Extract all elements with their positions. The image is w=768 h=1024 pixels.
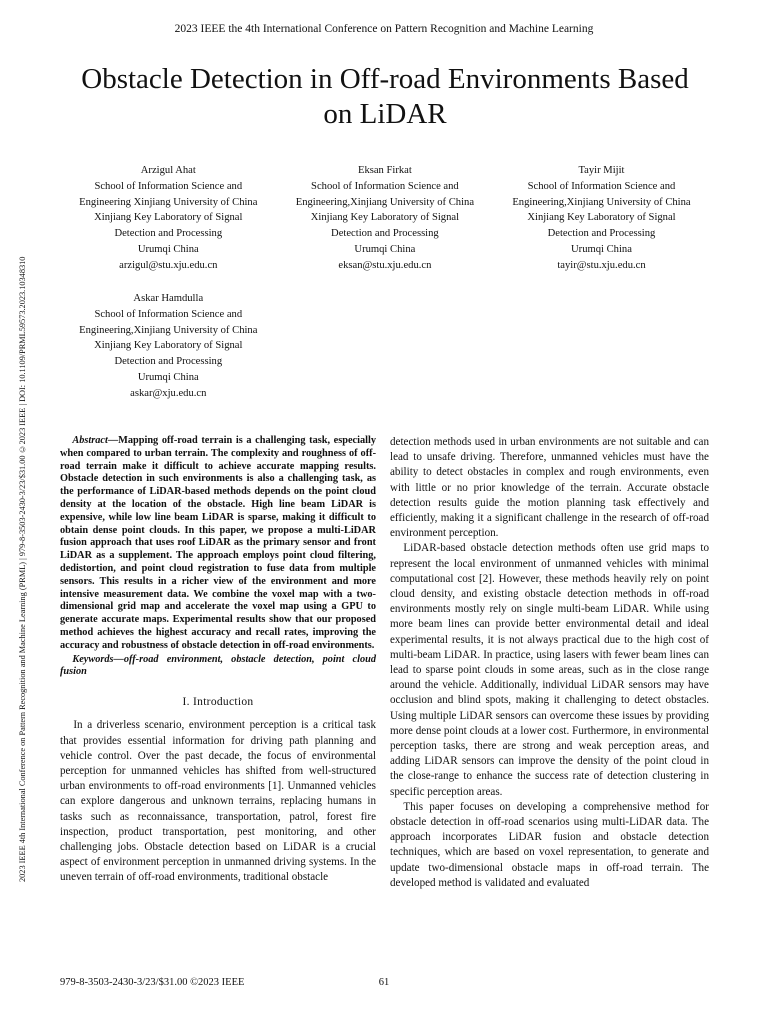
- author-city: Urumqi China: [354, 243, 416, 255]
- author-name: Eksan Firkat: [357, 165, 412, 176]
- author-email[interactable]: arzigul@stu.xju.edu.cn: [119, 259, 218, 271]
- author-affiliation: Xinjiang Key Laboratory of Signal: [527, 212, 676, 224]
- author-name: Askar Hamdulla: [133, 293, 204, 304]
- title-line-2: on LiDAR: [323, 98, 447, 130]
- conference-header: 2023 IEEE the 4th International Conference on Pattern Recognition and Machine Learning: [174, 23, 594, 35]
- author-affiliation: School of Information Science and: [94, 308, 243, 320]
- author-city: Urumqi China: [571, 243, 632, 255]
- author-email[interactable]: tayir@stu.xju.edu.cn: [557, 259, 646, 271]
- author-affiliation: Engineering,Xinjiang University of China: [295, 196, 475, 208]
- author-affiliation: Xinjiang Key Laboratory of Signal: [310, 212, 460, 224]
- section-title-introduction: I. Introduction: [182, 696, 254, 709]
- title-line-1: Obstacle Detection in Off-road Environments Based: [81, 63, 689, 95]
- abstract: [60, 435, 376, 653]
- left-column: [60, 435, 376, 886]
- author-name: Tayir Mijit: [578, 165, 625, 176]
- keywords-label: Keywords—: [72, 653, 124, 665]
- doi-sidebar: 2023 IEEE 4th International Conference on Pattern Recognition and Machine Learning (PRML) | 979-8-3503-2430-3/23/$31.00 ©2023 IEEE | DOI: 10.1109/PRML59573.2023.10348310: [18, 256, 27, 882]
- author-affiliation: Detection and Processing: [331, 228, 439, 240]
- paper-title: [40, 62, 730, 132]
- author-name: Arzigul Ahat: [140, 165, 196, 176]
- author-affiliation: School of Information Science and: [94, 180, 243, 192]
- intro-paragraph: In a driverless scenario, environment perception is a critical task that provides essential information for driving path planning and vehicle control. Over the past decade, the focus of environmental perception for unmanned vehicles has shifted from well-structured urban environments to off-road environments [1]. Unmanned vehicles can explore dangerous and unknown terrains, replacing humans in tasks such as reconnaissance, transportation, patrol, forest fire inspection, product transportation, pest monitoring, and other challenging jobs. Obstacle detection based on LiDAR is a crucial aspect of environment perception in unmanned driving systems. In the uneven terrain of off-road environments, traditional obstacle: [60, 719, 376, 884]
- keywords-text: off-road environment, obstacle detection, point cloud fusion: [60, 653, 376, 678]
- author-affiliation: Detection and Processing: [114, 356, 223, 368]
- author-affiliation: Engineering Xinjiang University of China: [79, 196, 258, 208]
- author-block: [60, 163, 277, 274]
- author-affiliation: Detection and Processing: [114, 228, 223, 240]
- body-paragraph: This paper focuses on developing a comprehensive method for obstacle detection in off-road scenarios using multi-LiDAR data. The approach incorporates LiDAR fusion and obstacle detection techniques, which are based on voxel representation, to generate and update two-dimensional obstacle maps in off-road terrain. The developed method is validated and evaluated: [390, 800, 709, 889]
- author-affiliation: Xinjiang Key Laboratory of Signal: [94, 212, 243, 224]
- footer-copyright: 979-8-3503-2430-3/23/$31.00 ©2023 IEEE: [60, 977, 245, 988]
- author-city: Urumqi China: [137, 371, 199, 383]
- abstract-label: Abstract: [72, 435, 108, 446]
- author-affiliation: Engineering,Xinjiang University of China: [512, 196, 691, 208]
- author-affiliation: Engineering,Xinjiang University of China: [79, 324, 258, 336]
- author-city: Urumqi China: [137, 243, 199, 255]
- author-email[interactable]: askar@xju.edu.cn: [130, 387, 207, 399]
- keywords: [60, 654, 376, 680]
- page-number: 61: [378, 977, 390, 988]
- author-block: [277, 163, 494, 274]
- author-block: [60, 291, 277, 402]
- abstract-text: —Mapping off-road terrain is a challenging task, especially when compared to urban terrain. The complexity and roughness of off-road terrain make it difficult to achieve accurate mapping results. Obstacle detection in such environments is also a challenging task, as the performance of LiDAR-based methods depends on the point cloud density at the location of the obstacle. High line beam LiDAR is expensive, while low line beam LiDAR is sparse, making it difficult to obtain dense point clouds. In this paper, we propose a multi-LiDAR fusion approach that uses roof LiDAR as the primary sensor and front LiDAR as a supplement. The approach employs point cloud filtering, dedistortion, and point cloud registration to fuse data from multiple sensors. This results in a richer view of the environment and more intensive measurement data. We combine the voxel map with a two-dimensional grid map and accelerate the voxel map using a GPU to generate accurate maps. Experimental results show that our proposed method achieves the highest accuracy and recall rates, improving the accuracy and robustness of obstacle detection in off-road environments.: [60, 435, 376, 651]
- body-paragraph: LiDAR-based obstacle detection methods often use grid maps to represent the local environment of unmanned vehicles with minimal computational cost [2]. However, these methods heavily rely on point cloud density, and existing obstacle detection methods in off-road environments mostly rely on single multi-beam LiDAR. While using more beam lines can provide better environmental detail and ideal experimental results, it is not always practical due to the high cost of multi-beam LiDAR. In practice, using lasers with fewer beam lines can lead to sparse point clouds in some areas, such as in the close range around the vehicle. Additionally, individual LiDAR sensors may have occlusion and blind spots, making it challenging to detect obstacles. Using multiple LiDAR sensors can overcome these issues by providing more dense point clouds at a lower cost. Furthermore, in environmental perception tasks, there are strong and weak perception areas, and adding LiDAR sensors can improve the density of the point cloud in the close-range to enhance the success rate of detection clustering in specific perception areas.: [390, 542, 709, 798]
- authors-row: [60, 163, 710, 274]
- author-block: [493, 163, 710, 274]
- author-affiliation: School of Information Science and: [527, 180, 676, 192]
- author-affiliation: Detection and Processing: [547, 228, 656, 240]
- right-column: [390, 435, 709, 891]
- body-paragraph: detection methods used in urban environments are not suitable and can lead to unsafe driving. Therefore, unmanned vehicles must have the ability to detect obstacles in complex and rough environments, even with little or no prior knowledge of the terrain. Accurate obstacle detection results guide the motion planning task effectively and efficiently, making it a significant challenge in the research of off-road environment perception.: [390, 436, 709, 540]
- author-affiliation: School of Information Science and: [311, 180, 459, 192]
- author-affiliation: Xinjiang Key Laboratory of Signal: [94, 340, 243, 352]
- author-email[interactable]: eksan@stu.xju.edu.cn: [338, 259, 432, 271]
